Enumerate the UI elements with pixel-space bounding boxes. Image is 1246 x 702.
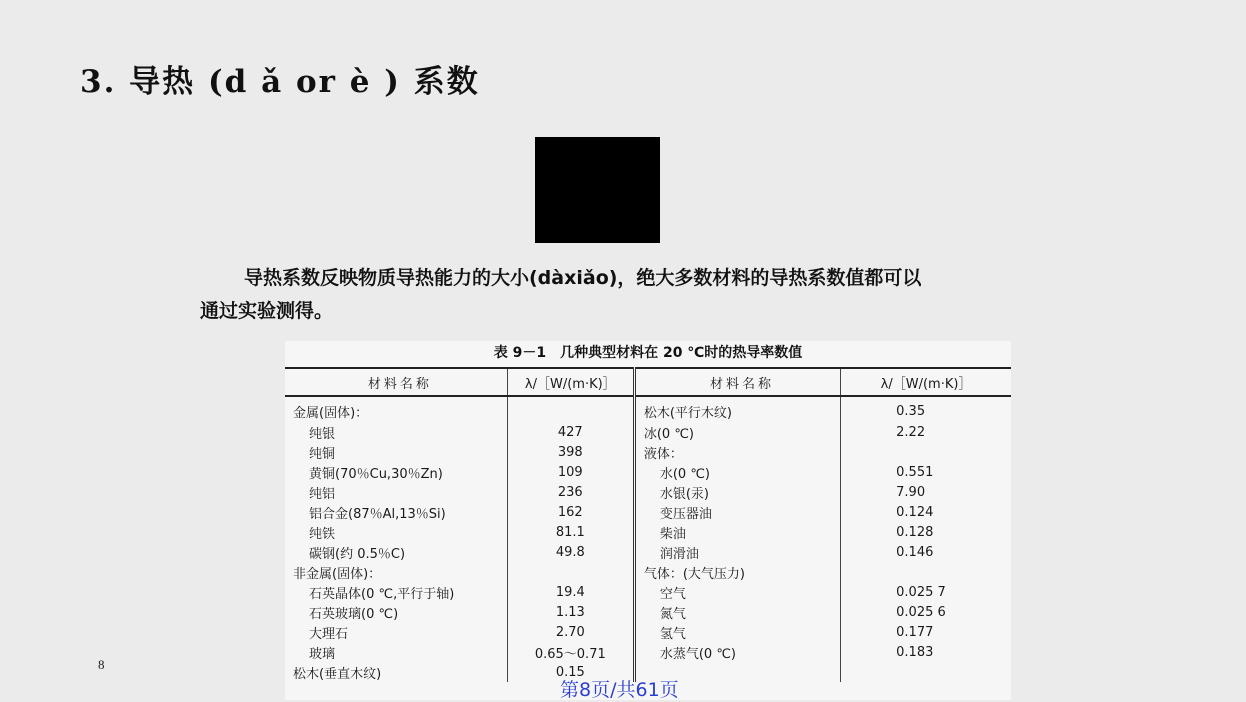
value-cell: 1.13	[507, 602, 634, 622]
header-conductivity: λ/［W/(m·K)］	[507, 368, 634, 396]
material-cell: 石英玻璃(0 ℃)	[309, 606, 399, 622]
material-cell: 气体：(大气压力)	[643, 566, 745, 582]
value-cell: 0.183	[841, 642, 1011, 662]
material-cell: 润滑油	[659, 546, 699, 562]
material-cell: 液体：	[643, 446, 683, 462]
value-cell: 109	[507, 462, 634, 482]
value-cell: 49.8	[507, 542, 634, 562]
table-row	[285, 642, 1011, 662]
material-cell: 氢气	[659, 626, 686, 642]
value-cell: 0.65～0.71	[507, 642, 634, 662]
value-cell: 2.70	[507, 622, 634, 642]
paragraph-text-1: 导热系数反映物质导热能力的大小(dàxiǎo)，绝大多数材料的导热系数值都可以	[244, 267, 922, 289]
material-cell: 纯银	[309, 426, 336, 442]
material-cell: 纯铜	[309, 446, 336, 462]
material-cell: 松木(垂直木纹)	[293, 666, 382, 682]
value-cell	[841, 442, 1011, 462]
table-row	[285, 422, 1011, 442]
material-cell: 水(0 ℃)	[659, 466, 710, 482]
table-row	[285, 502, 1011, 522]
table-row	[285, 542, 1011, 562]
material-cell: 冰(0 ℃)	[643, 426, 694, 442]
material-cell: 碳钢(约 0.5％C)	[309, 546, 406, 562]
material-cell: 变压器油	[659, 506, 712, 522]
conductivity-table	[285, 367, 1011, 682]
value-cell: 0.146	[841, 542, 1011, 562]
value-cell	[841, 662, 1011, 682]
material-cell: 非金属(固体)：	[293, 566, 382, 582]
material-cell: 空气	[659, 586, 686, 602]
table-body	[285, 396, 1011, 682]
table-row	[285, 522, 1011, 542]
material-cell: 金属(固体)：	[293, 405, 369, 421]
value-cell	[507, 562, 634, 582]
value-cell: 0.128	[841, 522, 1011, 542]
material-cell: 水蒸气(0 ℃)	[659, 646, 736, 662]
header-material-name: 材料名称	[709, 376, 774, 392]
table-row	[285, 482, 1011, 502]
table-row	[285, 462, 1011, 482]
material-cell: 水银(汞)	[659, 486, 709, 502]
table-row	[285, 602, 1011, 622]
table-row	[285, 582, 1011, 602]
table-row	[285, 622, 1011, 642]
conductivity-table-image	[285, 341, 1011, 700]
value-cell: 398	[507, 442, 634, 462]
table-caption: 表 9－1 几种典型材料在 20 ℃时的热导率数值	[493, 345, 803, 361]
value-cell: 2.22	[841, 422, 1011, 442]
material-cell: 黄铜(70％Cu,30％Zn)	[309, 466, 443, 482]
value-cell: 7.90	[841, 482, 1011, 502]
value-cell: 81.1	[507, 522, 634, 542]
table-header-row	[285, 368, 1011, 396]
slide-title: 3. 导热 (d ǎ or è ) 系数	[80, 64, 480, 100]
header-material-name: 材料名称	[367, 376, 432, 392]
material-cell: 柴油	[659, 526, 686, 542]
material-cell: 大理石	[309, 626, 349, 642]
paragraph-line-1	[200, 262, 1060, 295]
value-cell: 0.35	[841, 396, 1011, 422]
value-cell: 0.177	[841, 622, 1011, 642]
table-row	[285, 396, 1011, 422]
material-cell: 纯铝	[309, 486, 336, 502]
table-row	[285, 562, 1011, 582]
material-cell: 松木(平行木纹)	[643, 405, 732, 421]
paragraph-line-2: 通过实验测得。	[200, 300, 334, 322]
value-cell	[507, 396, 634, 422]
value-cell: 427	[507, 422, 634, 442]
header-conductivity: λ/［W/(m·K)］	[841, 368, 1011, 396]
material-cell: 玻璃	[309, 646, 336, 662]
value-cell: 0.551	[841, 462, 1011, 482]
value-cell: 236	[507, 482, 634, 502]
value-cell: 0.025 7	[841, 582, 1011, 602]
value-cell	[841, 562, 1011, 582]
material-cell: 纯铁	[309, 526, 336, 542]
page-counter: 第8页/共61页	[560, 679, 679, 701]
value-cell: 19.4	[507, 582, 634, 602]
value-cell: 0.025 6	[841, 602, 1011, 622]
value-cell: 0.124	[841, 502, 1011, 522]
material-cell: 氮气	[659, 606, 686, 622]
value-cell: 162	[507, 502, 634, 522]
table-row	[285, 442, 1011, 462]
value-cell: 0.15	[507, 662, 634, 682]
body-paragraph	[200, 262, 1060, 328]
material-cell: 石英晶体(0 ℃,平行于轴)	[309, 586, 455, 602]
black-image-placeholder	[535, 137, 660, 243]
slide-number: 8	[98, 657, 105, 672]
material-cell: 铝合金(87％Al,13％Si)	[309, 506, 446, 522]
